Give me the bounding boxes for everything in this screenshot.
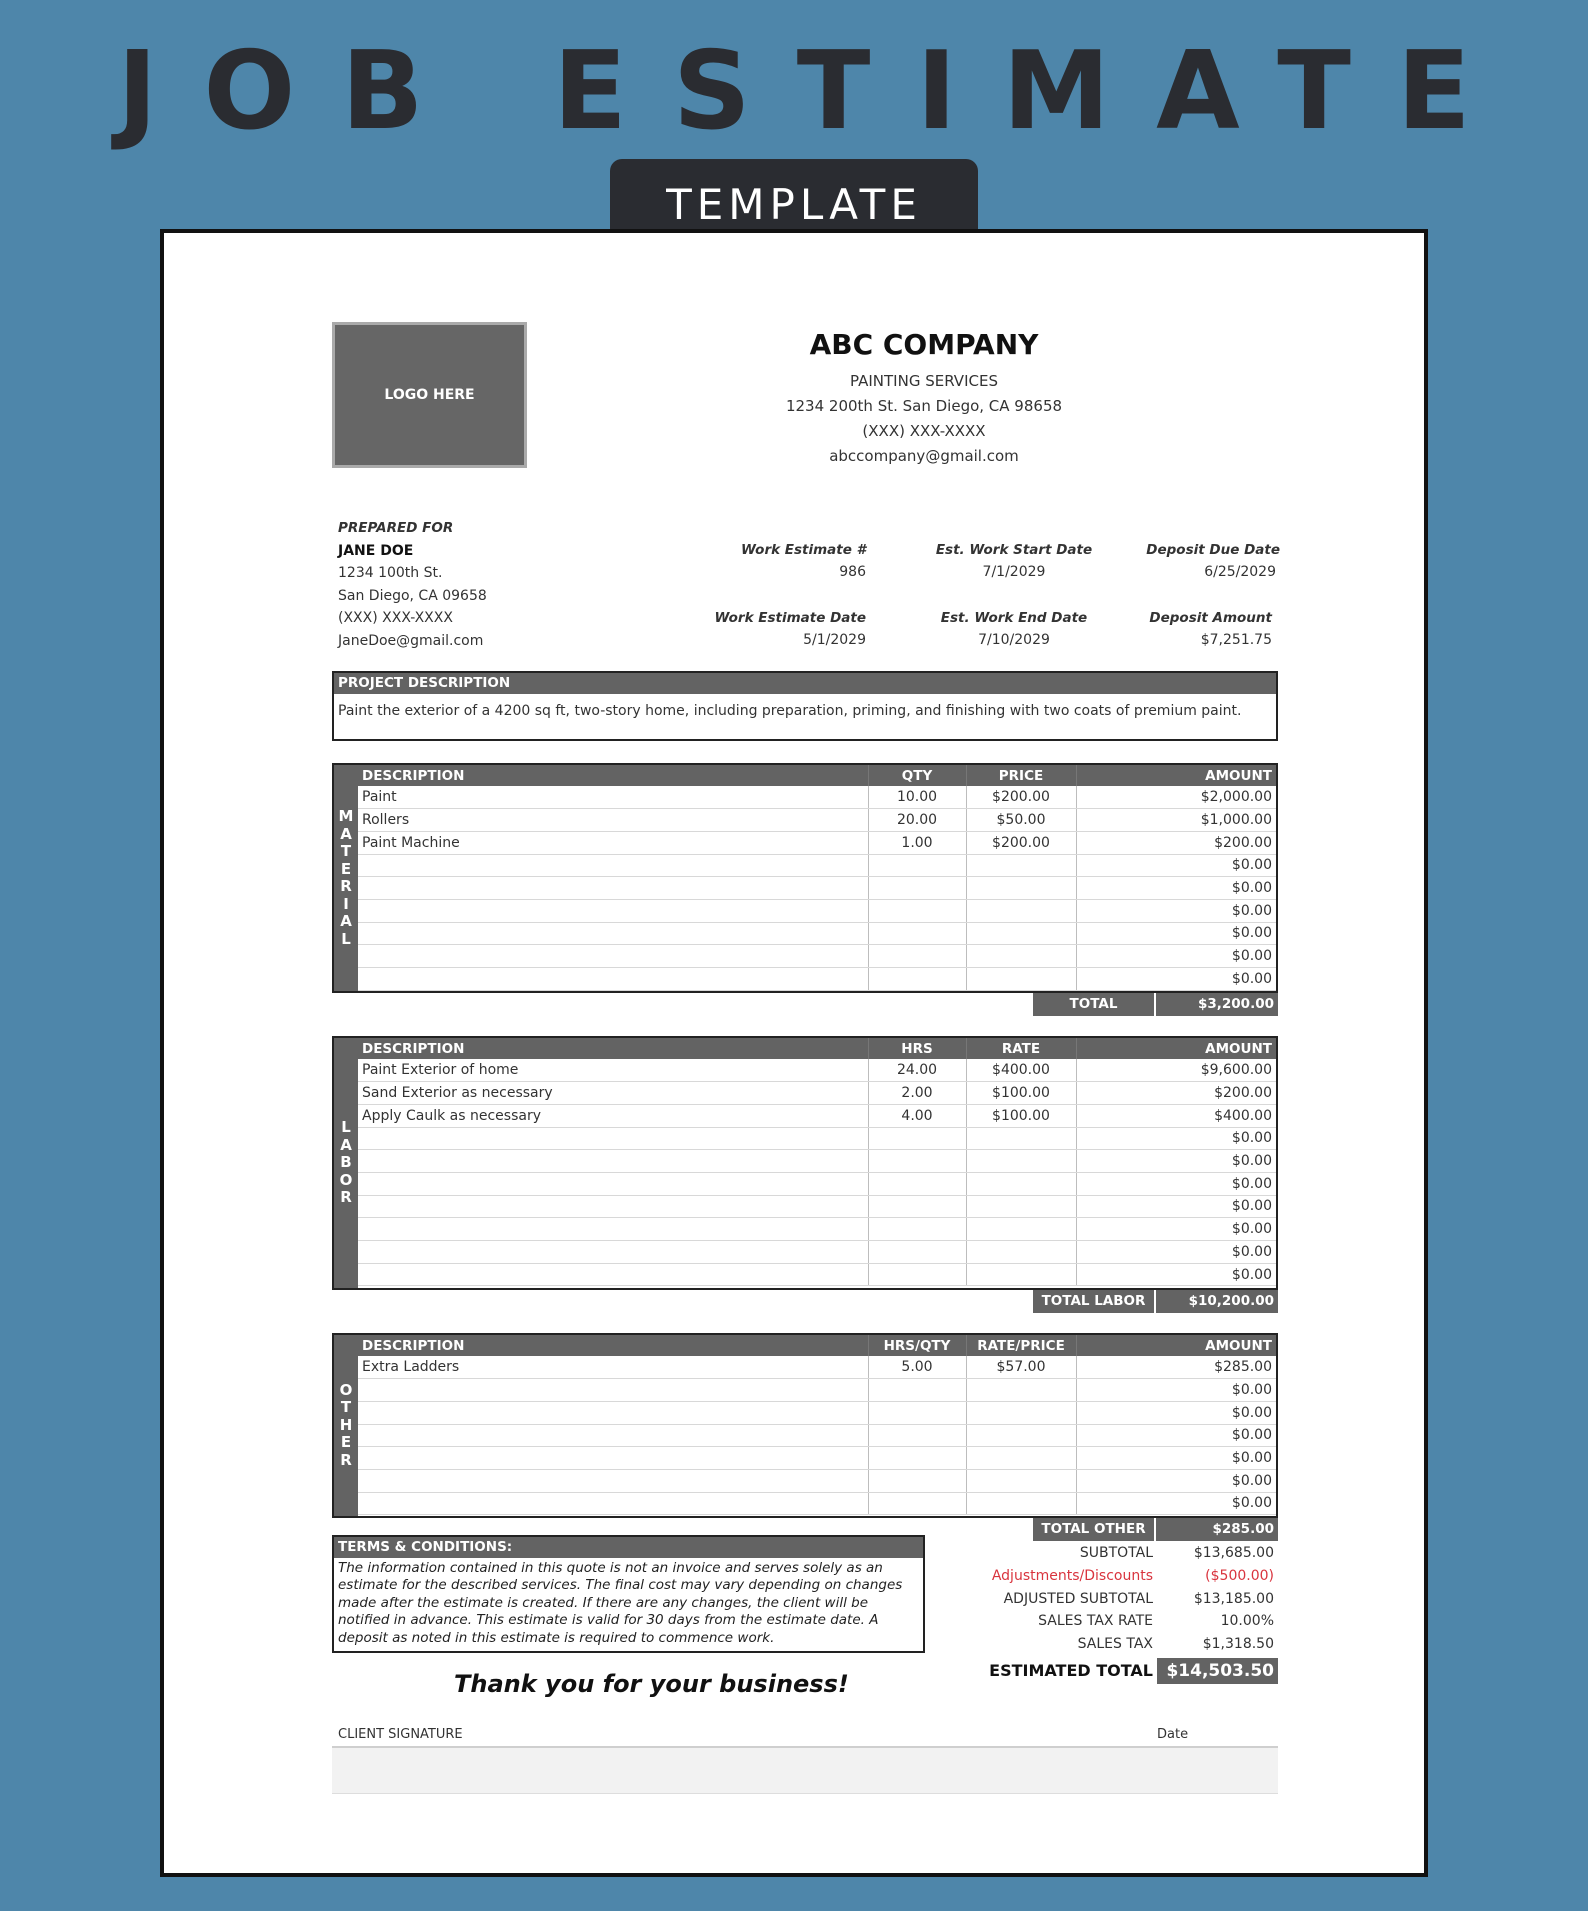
deposit-amount-label: Deposit Amount <box>1149 610 1272 626</box>
table-cell[interactable] <box>966 1218 1076 1241</box>
signature-date-label: Date <box>1157 1727 1189 1742</box>
table-row <box>358 1218 1276 1241</box>
material-side-letter: E <box>340 859 352 878</box>
table-cell[interactable]: $0.00 <box>1076 877 1276 900</box>
table-cell[interactable]: $0.00 <box>1076 1469 1276 1492</box>
company-email: abccompany@gmail.com <box>829 447 1019 465</box>
other-col-header: RATE/PRICE <box>966 1335 1076 1356</box>
material-side-letter: R <box>340 877 352 895</box>
tax-rate-label: SALES TAX RATE <box>1038 1613 1153 1630</box>
table-cell[interactable]: Paint <box>358 786 868 809</box>
table-row <box>358 922 1276 945</box>
table-cell[interactable]: 4.00 <box>868 1104 966 1127</box>
table-row <box>358 1059 1276 1082</box>
project-description-header: PROJECT DESCRIPTION <box>334 673 1276 694</box>
total-labor-value: $10,200.00 <box>1154 1290 1278 1313</box>
table-cell[interactable]: $0.00 <box>1076 854 1276 877</box>
material-header-row <box>358 765 1276 786</box>
labor-col-header: RATE <box>966 1038 1076 1059</box>
table-cell[interactable] <box>966 1492 1076 1515</box>
total-labor-row <box>1033 1290 1278 1313</box>
table-cell[interactable]: $200.00 <box>966 786 1076 809</box>
estimated-total-label: ESTIMATED TOTAL <box>989 1660 1153 1680</box>
estimate-date: 5/1/2029 <box>803 632 866 648</box>
table-cell[interactable] <box>358 1401 868 1424</box>
estimate-number-label: Work Estimate # <box>741 542 866 558</box>
total-material-label: TOTAL MATERIAL <box>1033 993 1154 1016</box>
table-cell[interactable] <box>868 968 966 991</box>
other-col-header: AMOUNT <box>1076 1335 1276 1356</box>
table-row <box>358 1356 1276 1379</box>
company-service: PAINTING SERVICES <box>850 372 998 390</box>
signature-field[interactable] <box>332 1746 1278 1794</box>
table-cell[interactable]: $0.00 <box>1076 1150 1276 1173</box>
subtotal-row <box>964 1542 1278 1565</box>
table-row <box>358 899 1276 922</box>
table-cell[interactable]: $0.00 <box>1076 945 1276 968</box>
table-cell[interactable]: $0.00 <box>1076 1241 1276 1264</box>
labor-side-letter: B <box>340 1153 352 1172</box>
table-cell[interactable] <box>358 1447 868 1470</box>
start-date-label: Est. Work Start Date <box>935 542 1093 558</box>
total-labor-label: TOTAL LABOR <box>1033 1290 1154 1313</box>
table-cell[interactable] <box>358 1195 868 1218</box>
table-cell[interactable]: Paint Exterior of home <box>358 1059 868 1082</box>
sales-tax-label: SALES TAX <box>1077 1636 1153 1653</box>
table-cell[interactable] <box>966 945 1076 968</box>
table-cell[interactable] <box>966 1469 1076 1492</box>
labor-col-header: HRS <box>868 1038 966 1059</box>
other-side-letter: H <box>339 1415 353 1434</box>
table-cell[interactable] <box>358 922 868 945</box>
table-cell[interactable] <box>358 1172 868 1195</box>
adjustments-label: Adjustments/Discounts <box>991 1567 1153 1584</box>
table-row <box>358 1172 1276 1195</box>
table-cell[interactable]: $200.00 <box>966 831 1076 854</box>
table-cell[interactable] <box>358 1241 868 1264</box>
adjustments-row <box>964 1565 1278 1588</box>
table-row <box>358 1127 1276 1150</box>
table-cell[interactable] <box>358 968 868 991</box>
table-cell[interactable]: $0.00 <box>1076 968 1276 991</box>
terms-box <box>332 1535 925 1653</box>
table-cell[interactable]: $0.00 <box>1076 1492 1276 1515</box>
table-cell[interactable] <box>966 1401 1076 1424</box>
tax-rate-row <box>964 1610 1278 1633</box>
terms-text: The information contained in this quote is not an invoice and serves solely as an estimate for the described services. The final cost may vary depending on changes made after the estimate is created. If there are any changes, the client will be notified in advance. This estimate is valid for 30 days from the estimate date. A deposit as noted in this estimate is required to commence work. <box>338 1560 903 1646</box>
material-side-letter: A <box>340 824 352 843</box>
table-cell[interactable] <box>966 899 1076 922</box>
table-cell[interactable]: Sand Exterior as necessary <box>358 1082 868 1105</box>
estimate-number-block <box>634 539 866 583</box>
table-cell[interactable]: $0.00 <box>1076 1218 1276 1241</box>
table-cell[interactable] <box>966 968 1076 991</box>
table-cell[interactable]: Extra Ladders <box>358 1356 868 1379</box>
table-cell[interactable] <box>358 1218 868 1241</box>
table-row <box>358 1241 1276 1264</box>
table-cell[interactable]: Paint Machine <box>358 831 868 854</box>
table-cell[interactable]: 10.00 <box>868 786 966 809</box>
table-cell[interactable]: Rollers <box>358 809 868 832</box>
subtotal-label: SUBTOTAL <box>1079 1545 1153 1561</box>
table-cell[interactable]: $400.00 <box>1076 1104 1276 1127</box>
table-cell[interactable] <box>868 1241 966 1264</box>
table-cell[interactable] <box>868 1492 966 1515</box>
table-row <box>358 1082 1276 1105</box>
logo-placeholder: LOGO HERE <box>332 322 527 468</box>
table-cell[interactable] <box>966 1150 1076 1173</box>
company-phone: (XXX) XXX-XXXX <box>862 422 986 440</box>
table-row <box>358 968 1276 991</box>
table-cell[interactable] <box>868 854 966 877</box>
estimate-sheet <box>160 229 1428 1877</box>
table-cell[interactable] <box>358 1424 868 1447</box>
other-side-letter: E <box>340 1433 352 1452</box>
table-cell[interactable] <box>868 1150 966 1173</box>
material-col-header: AMOUNT <box>1076 765 1276 786</box>
table-cell[interactable] <box>868 1218 966 1241</box>
client-phone: (XXX) XXX-XXXX <box>338 610 453 626</box>
table-cell[interactable] <box>966 922 1076 945</box>
total-material-row <box>1033 993 1278 1035</box>
deposit-due-date: 6/25/2029 <box>1204 564 1276 580</box>
deposit-due-block <box>1078 539 1280 583</box>
table-cell[interactable]: $0.00 <box>1076 1379 1276 1402</box>
table-cell[interactable]: $400.00 <box>966 1059 1076 1082</box>
start-date: 7/1/2029 <box>982 564 1046 580</box>
end-date: 7/10/2029 <box>978 632 1050 648</box>
labor-side-label <box>334 1038 358 1288</box>
table-cell[interactable]: $1,000.00 <box>1076 809 1276 832</box>
company-name: ABC COMPANY <box>809 328 1039 361</box>
table-row <box>358 854 1276 877</box>
client-name: JANE DOE <box>338 542 414 559</box>
table-row <box>358 809 1276 832</box>
table-cell[interactable]: $9,600.00 <box>1076 1059 1276 1082</box>
material-side-letter: M <box>338 807 354 825</box>
table-row <box>358 831 1276 854</box>
table-cell[interactable] <box>868 922 966 945</box>
deposit-amount: $7,251.75 <box>1200 632 1272 648</box>
table-row <box>358 1195 1276 1218</box>
estimate-date-block <box>634 607 866 651</box>
table-cell[interactable] <box>966 1424 1076 1447</box>
table-row <box>358 945 1276 968</box>
material-side-letter: A <box>340 912 352 930</box>
table-cell[interactable] <box>868 1424 966 1447</box>
deposit-due-label: Deposit Due Date <box>1146 542 1280 558</box>
banner-title: JOB ESTIMATE <box>117 29 1517 154</box>
other-side-letter: R <box>340 1450 352 1469</box>
labor-items-table <box>358 1038 1276 1286</box>
table-row <box>358 1104 1276 1127</box>
prepared-for-block <box>338 517 487 652</box>
table-cell[interactable]: $100.00 <box>966 1082 1076 1105</box>
table-row <box>358 1447 1276 1470</box>
summary-block <box>964 1542 1278 1684</box>
material-side-letter: L <box>341 929 351 948</box>
labor-side-letter: R <box>340 1188 352 1207</box>
table-cell[interactable]: $2,000.00 <box>1076 786 1276 809</box>
other-col-header: DESCRIPTION <box>358 1335 868 1356</box>
material-side-letter: I <box>343 894 349 913</box>
table-cell[interactable]: $57.00 <box>966 1356 1076 1379</box>
table-cell[interactable] <box>966 1447 1076 1470</box>
table-cell[interactable] <box>966 1195 1076 1218</box>
table-row <box>358 1263 1276 1286</box>
client-email: JaneDoe@gmail.com <box>338 632 484 649</box>
other-header-row <box>358 1335 1276 1356</box>
table-cell[interactable] <box>358 945 868 968</box>
labor-header-row <box>358 1038 1276 1059</box>
table-cell[interactable] <box>966 1241 1076 1264</box>
table-cell[interactable]: $50.00 <box>966 809 1076 832</box>
material-side-letter: T <box>340 842 352 860</box>
client-city: San Diego, CA 09658 <box>338 587 487 604</box>
other-col-header: HRS/QTY <box>868 1335 966 1356</box>
table-cell[interactable] <box>868 1379 966 1402</box>
labor-side-letter: L <box>341 1118 351 1137</box>
material-col-header: PRICE <box>966 765 1076 786</box>
table-cell[interactable] <box>358 877 868 900</box>
total-other-label: TOTAL OTHER <box>1033 1518 1154 1541</box>
company-block <box>724 328 1124 469</box>
adjusted-subtotal-value: $13,185.00 <box>1193 1590 1274 1607</box>
table-row <box>358 1424 1276 1447</box>
subtotal-value: $13,685.00 <box>1193 1545 1274 1561</box>
table-cell[interactable] <box>358 899 868 922</box>
table-cell[interactable]: $0.00 <box>1076 1424 1276 1447</box>
adjusted-subtotal-row <box>964 1588 1278 1611</box>
terms-header: TERMS & CONDITIONS: <box>334 1537 923 1558</box>
table-cell[interactable] <box>868 1447 966 1470</box>
labor-table <box>332 1036 1278 1290</box>
table-cell[interactable] <box>966 854 1076 877</box>
table-cell[interactable]: $100.00 <box>966 1104 1076 1127</box>
table-row <box>358 877 1276 900</box>
table-row <box>358 786 1276 809</box>
table-cell[interactable]: 1.00 <box>868 831 966 854</box>
material-side-label <box>334 765 358 991</box>
table-cell[interactable] <box>358 854 868 877</box>
table-cell[interactable]: 2.00 <box>868 1082 966 1105</box>
other-side-letter: O <box>339 1380 353 1399</box>
table-cell[interactable]: 20.00 <box>868 809 966 832</box>
table-cell[interactable]: $0.00 <box>1076 1447 1276 1470</box>
table-cell[interactable] <box>966 1172 1076 1195</box>
table-cell[interactable] <box>966 877 1076 900</box>
table-cell[interactable] <box>868 899 966 922</box>
table-cell[interactable]: $200.00 <box>1076 831 1276 854</box>
estimate-date-label: Work Estimate Date <box>714 610 866 626</box>
labor-col-header: DESCRIPTION <box>358 1038 868 1059</box>
table-cell[interactable]: $200.00 <box>1076 1082 1276 1105</box>
material-table <box>332 763 1278 993</box>
sales-tax-value: $1,318.50 <box>1202 1636 1274 1653</box>
prepared-for-label: PREPARED FOR <box>338 520 454 536</box>
estimated-total-value: $14,503.50 <box>1157 1658 1278 1684</box>
total-other-value: $285.00 <box>1154 1518 1278 1541</box>
table-cell[interactable] <box>358 1127 868 1150</box>
thank-you-message: Thank you for your business! <box>454 1670 849 1698</box>
table-cell[interactable] <box>868 1127 966 1150</box>
labor-side-letter: A <box>340 1135 352 1154</box>
end-date-label: Est. Work End Date <box>940 610 1088 626</box>
sales-tax-row <box>964 1633 1278 1656</box>
table-cell[interactable] <box>358 1263 868 1286</box>
estimate-number: 986 <box>839 564 866 580</box>
client-signature-label: CLIENT SIGNATURE <box>338 1727 463 1742</box>
material-items-table <box>358 765 1276 991</box>
table-cell[interactable] <box>966 1127 1076 1150</box>
table-row <box>358 1150 1276 1173</box>
other-side-label <box>334 1335 358 1516</box>
estimated-total-row <box>964 1658 1278 1684</box>
company-address: 1234 200th St. San Diego, CA 98658 <box>785 397 1063 415</box>
table-cell[interactable]: $0.00 <box>1076 899 1276 922</box>
table-cell[interactable] <box>868 1401 966 1424</box>
table-cell[interactable] <box>966 1379 1076 1402</box>
table-cell[interactable] <box>868 1172 966 1195</box>
table-cell[interactable] <box>966 1263 1076 1286</box>
labor-col-header: AMOUNT <box>1076 1038 1276 1059</box>
table-cell[interactable] <box>868 877 966 900</box>
table-cell[interactable]: $0.00 <box>1076 922 1276 945</box>
other-items-table <box>358 1335 1276 1515</box>
table-row <box>358 1379 1276 1402</box>
project-description-box <box>332 671 1278 741</box>
table-cell[interactable]: $0.00 <box>1076 1127 1276 1150</box>
table-cell[interactable] <box>868 1469 966 1492</box>
table-cell[interactable]: $0.00 <box>1076 1263 1276 1286</box>
adjusted-subtotal-label: ADJUSTED SUBTOTAL <box>1003 1590 1153 1607</box>
table-cell[interactable]: $0.00 <box>1076 1195 1276 1218</box>
banner-tab: TEMPLATE <box>610 159 978 235</box>
material-col-header: DESCRIPTION <box>358 765 868 786</box>
total-material-value: $3,200.00 <box>1154 993 1278 1016</box>
project-description-text: Paint the exterior of a 4200 sq ft, two-story home, including preparation, priming, and finishing with two coats of premium paint. <box>338 703 1242 719</box>
other-side-letter: T <box>340 1398 352 1417</box>
table-cell[interactable] <box>868 945 966 968</box>
table-cell[interactable] <box>868 1263 966 1286</box>
client-street: 1234 100th St. <box>338 565 443 581</box>
table-cell[interactable] <box>358 1150 868 1173</box>
table-cell[interactable]: 5.00 <box>868 1356 966 1379</box>
table-row <box>358 1492 1276 1515</box>
table-cell[interactable] <box>358 1492 868 1515</box>
other-table <box>332 1333 1278 1518</box>
tax-rate-value: 10.00% <box>1220 1613 1274 1630</box>
total-other-row <box>1033 1518 1278 1541</box>
table-cell[interactable]: 24.00 <box>868 1059 966 1082</box>
table-cell[interactable] <box>358 1469 868 1492</box>
material-col-header: QTY <box>868 765 966 786</box>
table-cell[interactable] <box>358 1379 868 1402</box>
table-cell[interactable] <box>868 1195 966 1218</box>
table-cell[interactable]: $0.00 <box>1076 1401 1276 1424</box>
deposit-amount-block <box>1078 607 1280 651</box>
labor-side-letter: O <box>339 1170 353 1189</box>
table-row <box>358 1401 1276 1424</box>
table-row <box>358 1469 1276 1492</box>
adjustments-value: ($500.00) <box>1205 1567 1274 1584</box>
table-cell[interactable]: Apply Caulk as necessary <box>358 1104 868 1127</box>
table-cell[interactable]: $0.00 <box>1076 1172 1276 1195</box>
table-cell[interactable]: $285.00 <box>1076 1356 1276 1379</box>
